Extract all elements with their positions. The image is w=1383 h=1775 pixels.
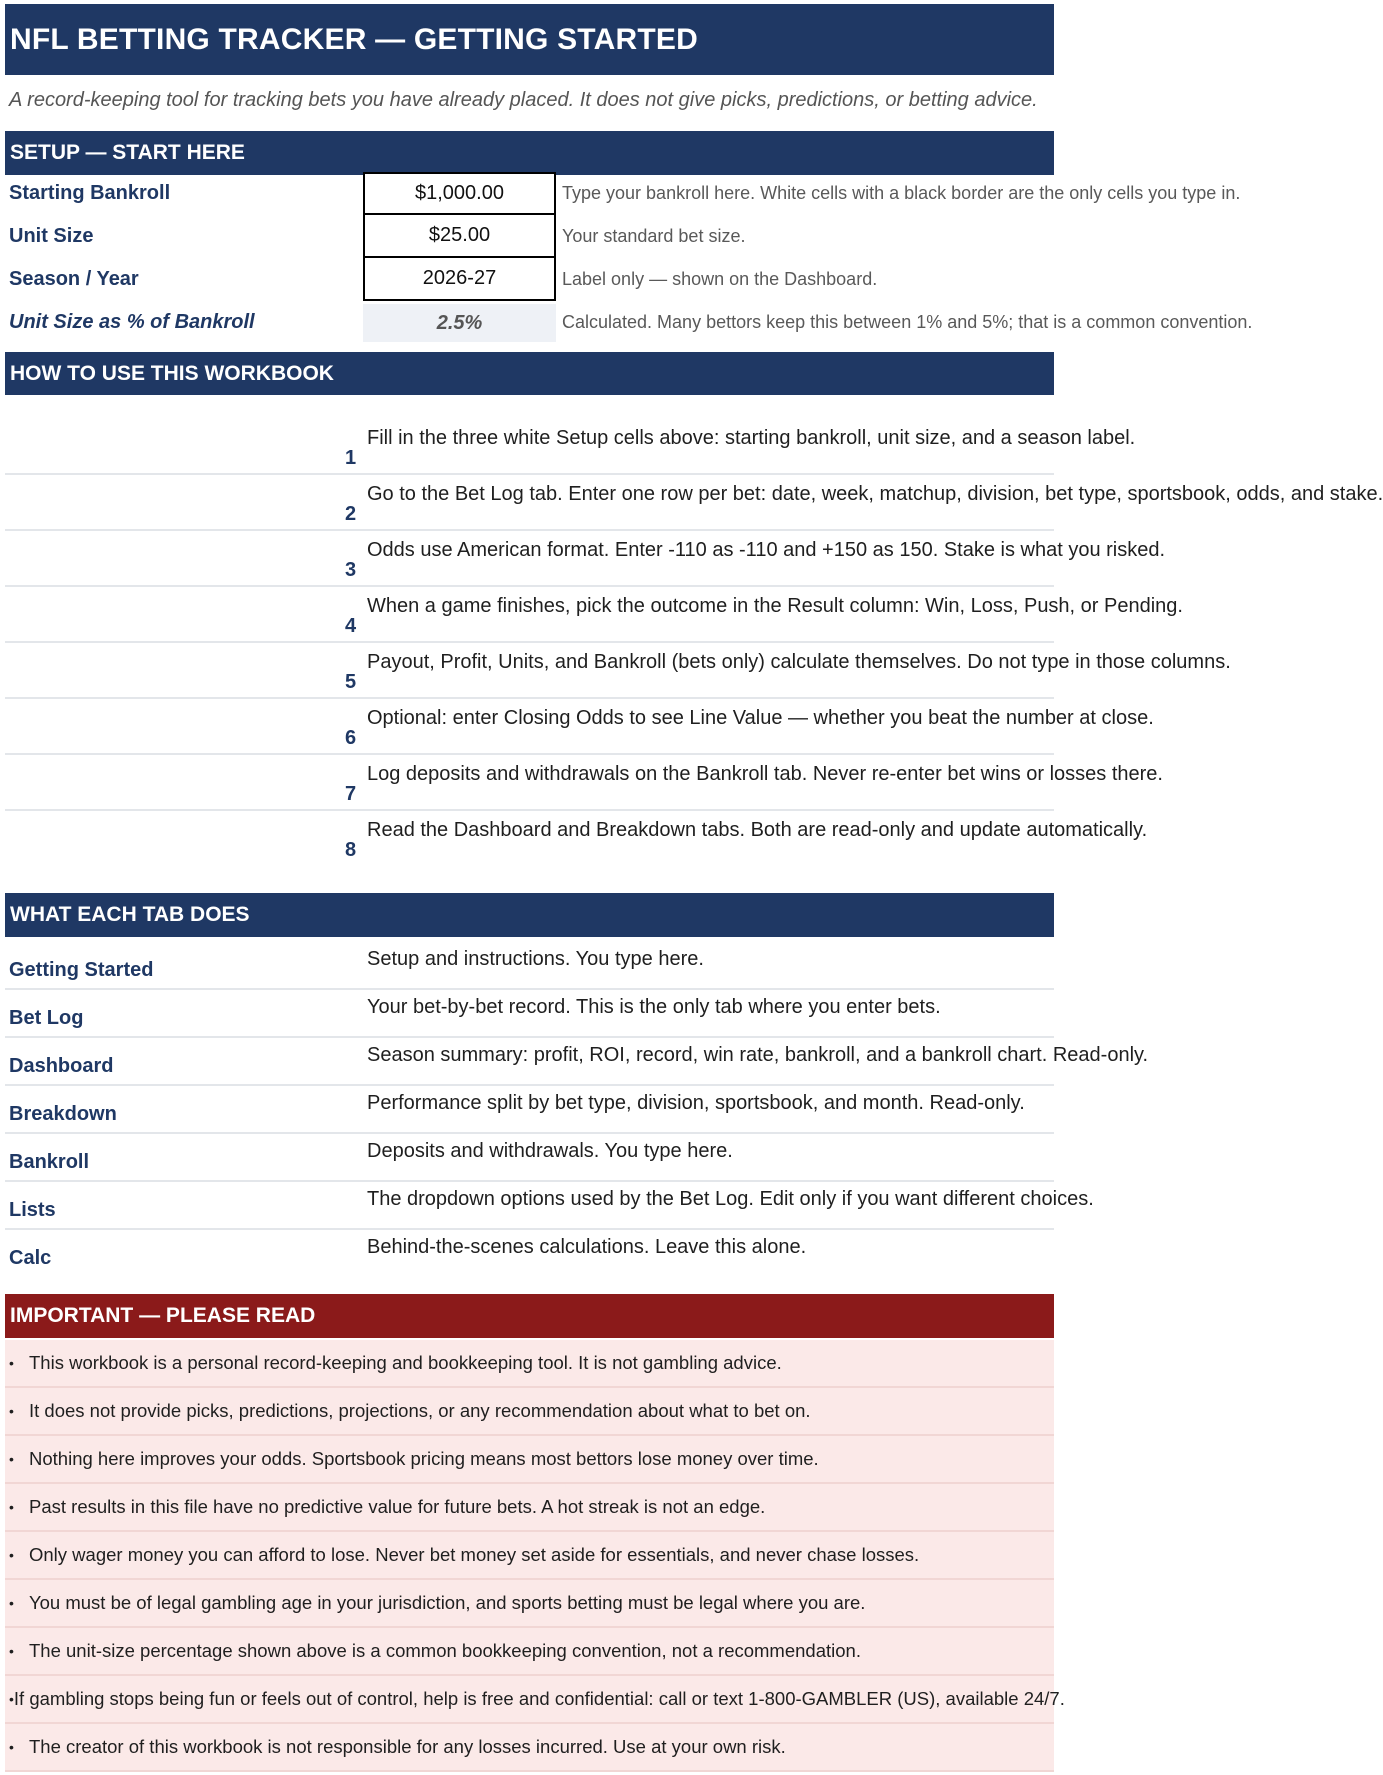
bullet-icon: • bbox=[9, 1547, 14, 1563]
unit-size-input[interactable]: $25.00 bbox=[363, 215, 556, 258]
disclaimer-text: It does not provide picks, predictions, projections, or any recommendation about what to bet on. bbox=[29, 1400, 811, 1421]
tab-row-calc bbox=[5, 1230, 1054, 1278]
step-row bbox=[5, 475, 1383, 531]
unit-size-label: Unit Size bbox=[9, 225, 94, 247]
setup-row-starting-bankroll bbox=[0, 172, 1241, 215]
tab-name: Bet Log bbox=[9, 1007, 84, 1029]
tab-row-dashboard bbox=[5, 1038, 1149, 1086]
setup-row-unit-size bbox=[0, 215, 1054, 258]
step-number: 5 bbox=[345, 671, 357, 693]
tab-name: Bankroll bbox=[9, 1151, 90, 1173]
unit-percent-label: Unit Size as % of Bankroll bbox=[9, 311, 255, 333]
step-number: 8 bbox=[345, 839, 357, 861]
tab-description: Season summary: profit, ROI, record, win rate, bankroll, and a bankroll chart. Read-only. bbox=[367, 1044, 1149, 1066]
disclaimer-text: The unit-size percentage shown above is a common bookkeeping convention, not a recommendation. bbox=[29, 1640, 861, 1661]
tab-name: Calc bbox=[9, 1247, 52, 1269]
tab-name: Breakdown bbox=[9, 1103, 117, 1125]
disclaimer-item bbox=[5, 1676, 1065, 1724]
tab-row-getting-started bbox=[5, 942, 1054, 990]
disclaimer-item bbox=[5, 1436, 1054, 1484]
step-text: Optional: enter Closing Odds to see Line Value — whether you beat the number at close. bbox=[367, 707, 1154, 729]
disclaimer-text: Nothing here improves your odds. Sportsbook pricing means most bettors lose money over time. bbox=[29, 1448, 819, 1469]
disclaimer-text: If gambling stops being fun or feels out of control, help is free and confidential: call or text 1-800-GAMBLER (US), available 24/7. bbox=[13, 1688, 1065, 1709]
disclaimer-item bbox=[5, 1340, 1054, 1388]
step-text: Payout, Profit, Units, and Bankroll (bets only) calculate themselves. Do not type in those columns. bbox=[367, 651, 1231, 673]
tabs-section-header: WHAT EACH TAB DOES bbox=[5, 893, 1054, 937]
step-text: When a game finishes, pick the outcome in the Result column: Win, Loss, Push, or Pending. bbox=[367, 595, 1183, 617]
bullet-icon: • bbox=[9, 1643, 14, 1659]
tab-description: Your bet-by-bet record. This is the only tab where you enter bets. bbox=[367, 996, 941, 1018]
step-text: Go to the Bet Log tab. Enter one row per bet: date, week, matchup, division, bet type, sportsbook, odds, and stake. bbox=[367, 483, 1383, 505]
disclaimer-text: You must be of legal gambling age in your jurisdiction, and sports betting must be legal where you are. bbox=[29, 1592, 866, 1613]
tab-description: Behind-the-scenes calculations. Leave this alone. bbox=[367, 1236, 807, 1258]
tab-description: Deposits and withdrawals. You type here. bbox=[367, 1140, 733, 1162]
season-year-note: Label only — shown on the Dashboard. bbox=[562, 269, 878, 289]
tab-row-breakdown bbox=[5, 1086, 1054, 1134]
disclaimer-item bbox=[5, 1388, 1054, 1436]
bullet-icon: • bbox=[9, 1355, 14, 1371]
starting-bankroll-input[interactable]: $1,000.00 bbox=[363, 172, 556, 215]
step-number: 6 bbox=[345, 727, 357, 749]
step-row bbox=[5, 643, 1231, 699]
disclaimer-text: The creator of this workbook is not responsible for any losses incurred. Use at your own risk. bbox=[29, 1736, 786, 1757]
unit-size-note: Your standard bet size. bbox=[562, 226, 746, 246]
tab-row-bankroll bbox=[5, 1134, 1054, 1182]
bullet-icon: • bbox=[9, 1595, 14, 1611]
bullet-icon: • bbox=[9, 1403, 14, 1419]
starting-bankroll-note: Type your bankroll here. White cells with a black border are the only cells you type in. bbox=[562, 183, 1241, 203]
step-number: 2 bbox=[345, 503, 357, 525]
tab-row-bet-log bbox=[5, 990, 1054, 1038]
unit-percent-value: 2.5% bbox=[363, 304, 556, 342]
tab-description: The dropdown options used by the Bet Log. Edit only if you want different choices. bbox=[367, 1188, 1094, 1210]
disclaimer-text: Only wager money you can afford to lose. Never bet money set aside for essentials, and never chase losses. bbox=[29, 1544, 920, 1565]
setup-row-unit-percent bbox=[0, 301, 1253, 344]
disclaimer-item bbox=[5, 1484, 1054, 1532]
disclaimer-text: This workbook is a personal record-keeping and bookkeeping tool. It is not gambling advice. bbox=[29, 1352, 782, 1373]
step-text: Log deposits and withdrawals on the Bankroll tab. Never re-enter bet wins or losses there. bbox=[367, 763, 1163, 785]
step-row bbox=[5, 531, 1166, 587]
bullet-icon: • bbox=[9, 1499, 14, 1515]
step-text: Odds use American format. Enter -110 as -110 and +150 as 150. Stake is what you risked. bbox=[367, 539, 1166, 561]
step-row bbox=[5, 811, 1148, 867]
season-year-label: Season / Year bbox=[9, 268, 139, 290]
tab-description: Performance split by bet type, division, sportsbook, and month. Read-only. bbox=[367, 1092, 1025, 1114]
tab-description: Setup and instructions. You type here. bbox=[367, 948, 704, 970]
page-title: NFL BETTING TRACKER — GETTING STARTED bbox=[5, 4, 1054, 75]
disclaimer-item bbox=[5, 1628, 1054, 1676]
howto-section-header: HOW TO USE THIS WORKBOOK bbox=[5, 352, 1054, 395]
unit-percent-note: Calculated. Many bettors keep this between 1% and 5%; that is a common convention. bbox=[562, 312, 1253, 332]
tab-name: Dashboard bbox=[9, 1055, 114, 1077]
step-number: 3 bbox=[345, 559, 357, 581]
disclaimer-item bbox=[5, 1580, 1054, 1628]
step-text: Fill in the three white Setup cells above: starting bankroll, unit size, and a season label. bbox=[367, 427, 1136, 449]
disclaimer-item bbox=[5, 1532, 1054, 1580]
tab-row-lists bbox=[5, 1182, 1094, 1230]
season-year-input[interactable]: 2026-27 bbox=[363, 258, 556, 301]
step-number: 7 bbox=[345, 783, 357, 805]
disclaimer-item bbox=[5, 1724, 1054, 1772]
bullet-icon: • bbox=[9, 1739, 14, 1755]
step-number: 4 bbox=[345, 615, 357, 637]
setup-section-header: SETUP — START HERE bbox=[5, 131, 1054, 175]
setup-row-season-year bbox=[0, 258, 1054, 301]
starting-bankroll-label: Starting Bankroll bbox=[9, 182, 171, 204]
bullet-icon: • bbox=[9, 1691, 14, 1707]
bullet-icon: • bbox=[9, 1451, 14, 1467]
important-section-header: IMPORTANT — PLEASE READ bbox=[5, 1294, 1054, 1338]
tab-name: Lists bbox=[9, 1199, 56, 1221]
tab-name: Getting Started bbox=[9, 959, 154, 981]
step-number: 1 bbox=[345, 447, 357, 469]
step-row bbox=[5, 755, 1163, 811]
page-subtitle: A record-keeping tool for tracking bets you have already placed. It does not give picks, predictions, or betting advice. bbox=[9, 88, 1038, 111]
step-text: Read the Dashboard and Breakdown tabs. Both are read-only and update automatically. bbox=[367, 819, 1148, 841]
step-row bbox=[5, 419, 1136, 475]
step-row bbox=[5, 699, 1154, 755]
step-row bbox=[5, 587, 1183, 643]
disclaimer-text: Past results in this file have no predictive value for future bets. A hot streak is not an edge. bbox=[29, 1496, 766, 1517]
